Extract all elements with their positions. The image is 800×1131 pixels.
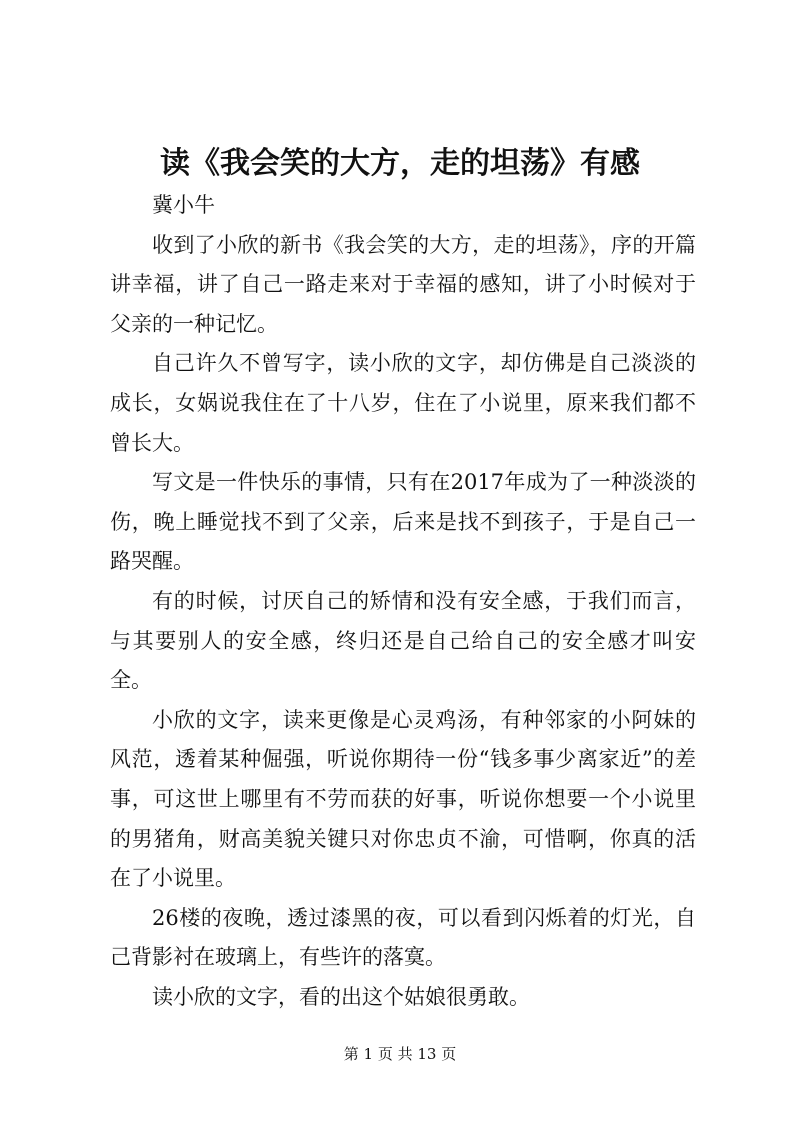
paragraph-2: 自己许久不曾写字，读小欣的文字，却仿佛是自己淡淡的成长，女娲说我住在了十八岁，住在了小说里，原来我们都不曾长大。 (110, 351, 696, 455)
paragraph-5: 小欣的文字，读来更像是心灵鸡汤，有种邻家的小阿妹的风范，透着某种倔强，听说你期待一份“钱多事少离家近”的差事，可这世上哪里有不劳而获的好事，听说你想要一个小说里的男猪角，财高美貌关键只对你忠贞不渝，可惜啊，你真的活在了小说里。 (110, 707, 696, 891)
document-title: 读《我会笑的大方，走的坦荡》有感 (160, 146, 640, 181)
document-body (110, 186, 696, 1017)
paragraph-6: 26楼的夜晚，透过漆黑的夜，可以看到闪烁着的灯光，自己背影衬在玻璃上，有些许的落寞。 (110, 905, 696, 970)
page-number-footer: 第 1 页 共 13 页 (343, 1045, 457, 1063)
paragraph-1: 收到了小欣的新书《我会笑的大方，走的坦荡》，序的开篇讲幸福，讲了自己一路走来对于幸福的感知，讲了小时候对于父亲的一种记忆。 (110, 232, 696, 336)
author-name: 冀小牛 (152, 193, 215, 217)
paragraph-7: 读小欣的文字，看的出这个姑娘很勇敢。 (152, 984, 530, 1009)
paragraph-3: 写文是一件快乐的事情，只有在2017年成为了一种淡淡的伤，晚上睡觉找不到了父亲，后来是找不到孩子，于是自己一路哭醒。 (110, 470, 696, 574)
paragraph-4: 有的时候，讨厌自己的矫情和没有安全感，于我们而言，与其要别人的安全感，终归还是自己给自己的安全感才叫安全。 (110, 588, 696, 693)
